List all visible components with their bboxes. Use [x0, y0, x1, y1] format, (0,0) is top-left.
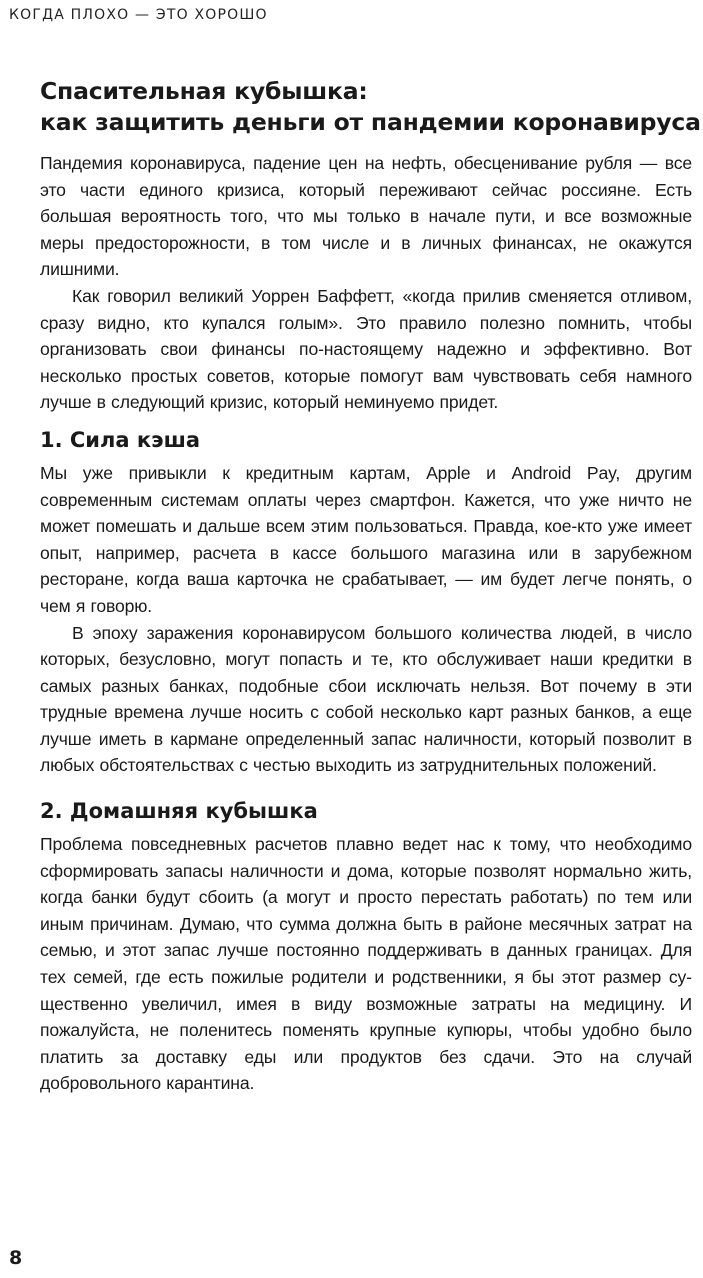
chapter-title	[40, 76, 701, 138]
page-content	[40, 76, 701, 1097]
section-1-paragraph-1: Мы уже привыкли к кредитным картам, Apple и Android Pay, другим современным системам оплаты через смартфон. Кажется, что уже ничто не может помешать и дальше всем этим пользоваться. Правда, кое-кто уже имеет опыт, например, расчета в кассе большого магазина или в зарубежном ресторане, когда ваша карточка не срабатывает, — им будет легче понять, о чем я говорю.	[40, 462, 692, 616]
section-title-cash: 1. Сила кэша	[40, 427, 201, 452]
intro-paragraph-2: Как говорил великий Уоррен Баффетт, «когда прилив сменяется отливом, сразу видно, кто купался голым». Это правило полезно помнить, чтобы организовать свои финансы по-настоящему надежно и эффективно. Вот несколько простых советов, которые помогут вам чувствовать себя намного лучше в следующий кризис, который неминуемо придет.	[40, 285, 692, 413]
chapter-title-line-1: Спасительная кубышка:	[40, 77, 368, 105]
running-head: КОГДА ПЛОХО — ЭТО ХОРОШО	[9, 7, 268, 23]
section-1-paragraph-2: В эпоху заражения коронавирусом большого количества людей, в число которых, безусловно, могут попасть и те, кто обслуживает наши кредитки в самых разных банках, подобные сбои исключать нельзя. Вот почему в эти трудные времена лучше носить с собой несколько карт разных банков, а еще лучше иметь в кармане определенный запас наличности, который позволит в любых обстоятельствах с честью выходить из затруднительных положений.	[40, 622, 692, 776]
section-title-home-stash: 2. Домашняя кубышка	[40, 799, 318, 824]
intro-paragraph-1: Пандемия коронавируса, падение цен на нефть, обесценивание рубля — все это части единого кризиса, который переживают сейчас россияне. Есть большая вероятность того, что мы только в начале пути, и все возможные меры предосторожности, в том числе и в личных финансах, не окажутся лишними.	[40, 153, 692, 280]
chapter-title-line-2: как защитить деньги от пандемии коронавируса	[40, 108, 701, 136]
page-number: 8	[9, 1247, 23, 1269]
section-2-paragraph-1: Проблема повседневных расчетов плавно ведет нас к тому, что необходимо сформировать запасы наличности и дома, которые позволят нормально жить, когда банки будут сбоить (а могут и просто перестать работать) по тем или иным причинам. Думаю, что сумма должна быть в районе месячных затрат на семью, и этот запас лучше постоянно поддерживать в данных границах. Для тех семей, где есть пожилые родители и родственники, я бы этот размер существенно увеличил, имея в виду возможные затраты на медицину. И пожалуйста, не поленитесь поменять крупные купюры, чтобы удобно было платить за доставку еды или продуктов без сдачи. Это на случай добровольного карантина.	[40, 834, 692, 1094]
